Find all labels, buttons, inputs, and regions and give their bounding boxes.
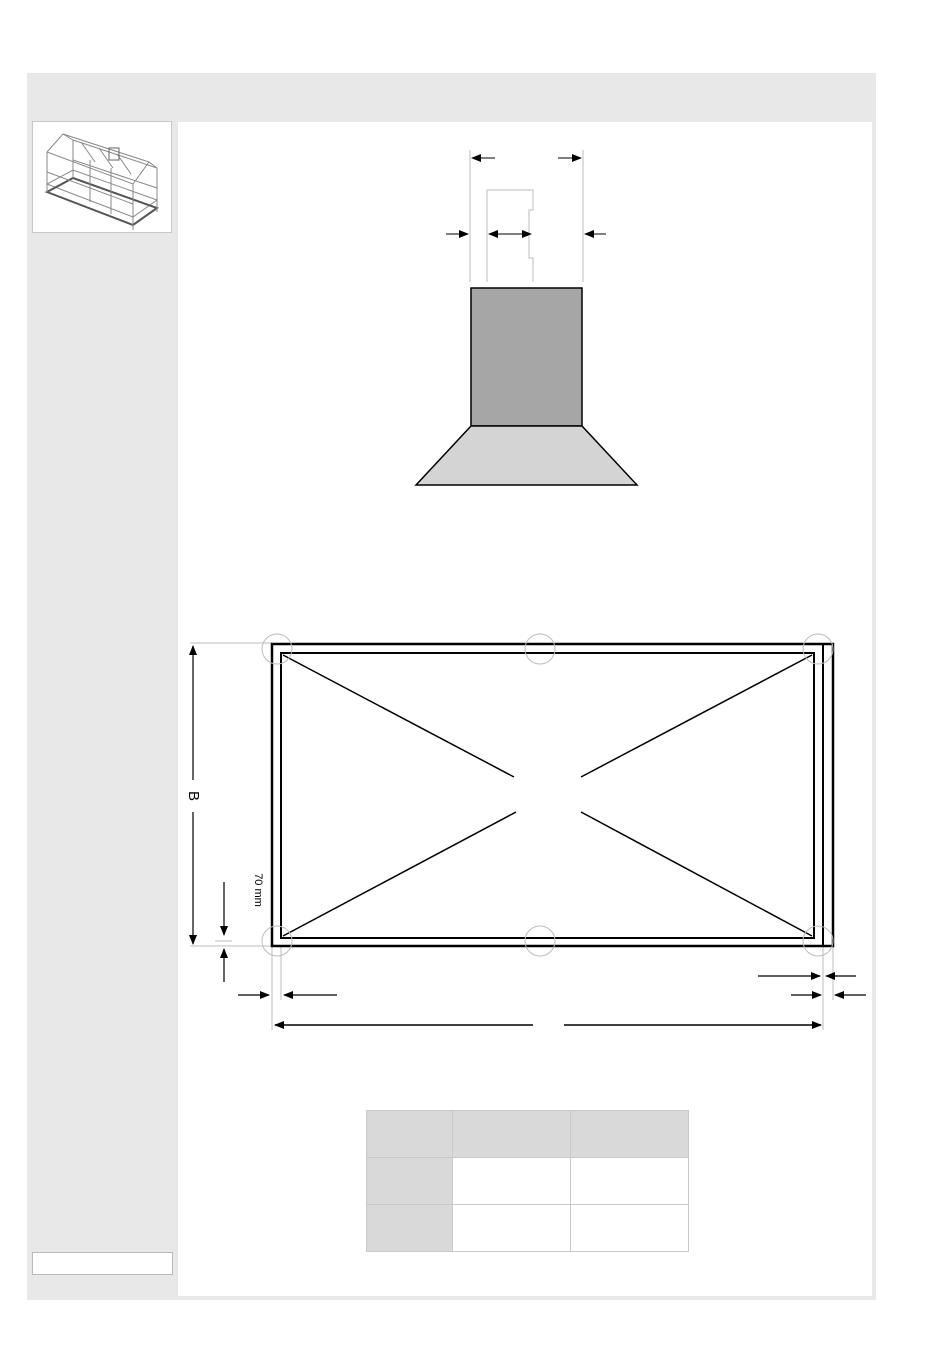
table-cell (453, 1158, 571, 1205)
diagonal-line (581, 812, 812, 936)
pillar-position-marker (525, 634, 555, 664)
table-header-cell (453, 1111, 571, 1158)
pillar-position-marker (803, 926, 833, 956)
table-row (367, 1158, 689, 1205)
table-cell (453, 1205, 571, 1252)
aluminium-profile (487, 190, 533, 282)
table-row (367, 1205, 689, 1252)
page-number-box (32, 1252, 173, 1275)
foundation-plan (185, 634, 866, 1030)
concrete-pillar (471, 288, 582, 426)
width-label: B (185, 790, 203, 802)
diagonal-line (283, 655, 514, 777)
table-cell (571, 1205, 689, 1252)
diagonal-line (283, 812, 516, 936)
pillar-footing (416, 426, 637, 485)
profile-detail (416, 150, 637, 485)
diagonal-line (581, 655, 812, 777)
corner-offset-label: 70 mm (252, 873, 265, 907)
table-cell (571, 1158, 689, 1205)
table-header-cell (571, 1111, 689, 1158)
dimension-table (366, 1110, 689, 1252)
table-row-header (367, 1158, 453, 1205)
pillar-position-marker (262, 634, 292, 664)
pillar-position-marker (525, 926, 555, 956)
table-header-row (367, 1111, 689, 1158)
table-header-cell (367, 1111, 453, 1158)
table-row-header (367, 1205, 453, 1252)
pillar-position-marker (262, 926, 292, 956)
pillar-position-marker (803, 634, 833, 664)
base-frame-outer (272, 644, 833, 946)
